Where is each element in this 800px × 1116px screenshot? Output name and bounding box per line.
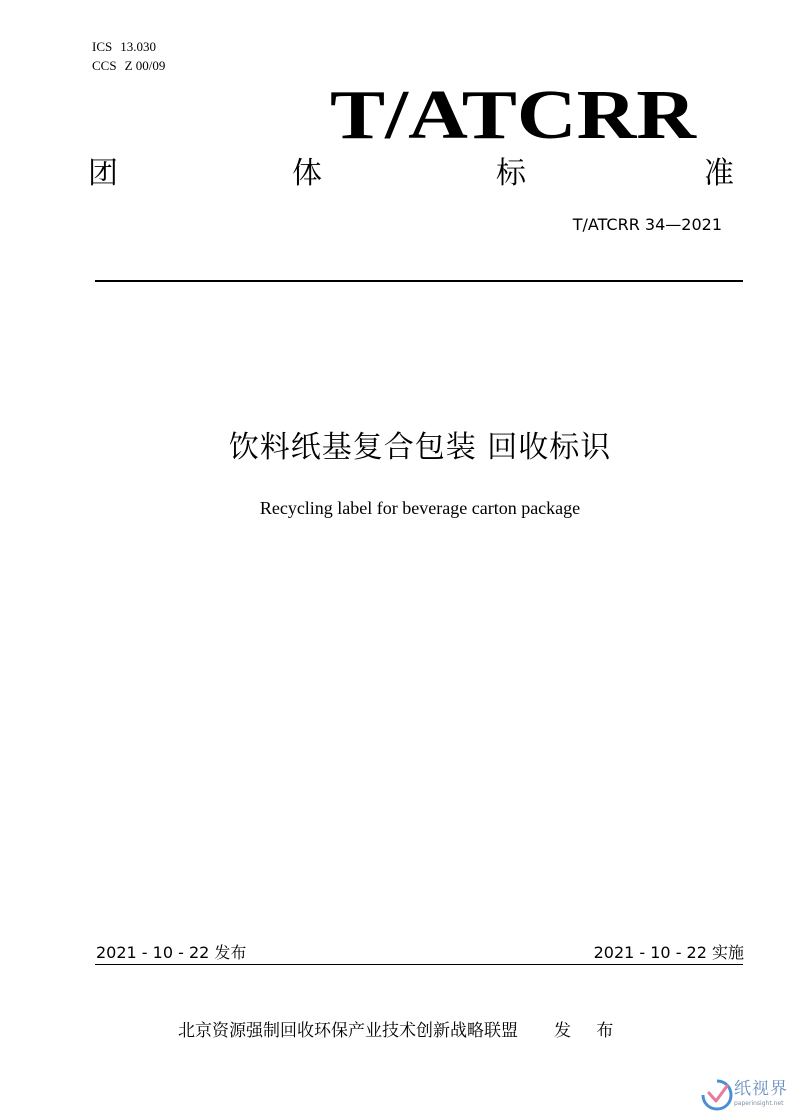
svg-text:T/ATCRR: T/ATCRR bbox=[330, 77, 698, 152]
watermark-logo bbox=[700, 1078, 796, 1114]
title-english: Recycling label for beverage carton package bbox=[259, 498, 581, 518]
publish-label: 发 布 bbox=[554, 1021, 624, 1041]
header-divider bbox=[95, 280, 743, 282]
ccs-code bbox=[92, 57, 165, 75]
watermark-icon bbox=[700, 1078, 734, 1112]
organization-code bbox=[330, 74, 702, 152]
title-chinese: 饮料纸基复合包装 回收标识 bbox=[228, 430, 612, 465]
standard-number: T/ATCRR 34—2021 bbox=[572, 215, 722, 234]
watermark-text: 纸视界 bbox=[734, 1079, 788, 1099]
category-char-2: 体 bbox=[292, 156, 322, 191]
category-char-1: 团 bbox=[88, 156, 118, 191]
publisher-name: 北京资源强制回收环保产业技术创新战略联盟 bbox=[178, 1021, 518, 1041]
organization-code-text bbox=[330, 74, 702, 152]
implementation-date: 2021 - 10 - 22 实施 bbox=[593, 943, 744, 962]
publisher bbox=[178, 1019, 623, 1043]
ics-code bbox=[92, 38, 156, 56]
ccs-value: Z 00/09 bbox=[124, 58, 166, 73]
ics-value: 13.030 bbox=[120, 39, 156, 54]
watermark-url: paperinsight.net bbox=[734, 1100, 784, 1107]
ccs-label: CCS bbox=[92, 58, 117, 73]
footer-divider bbox=[95, 964, 743, 965]
category-char-4: 准 bbox=[704, 156, 734, 191]
category-char-3: 标 bbox=[496, 156, 526, 191]
ics-label: ICS bbox=[92, 39, 113, 54]
issue-date: 2021 - 10 - 22 发布 bbox=[96, 943, 247, 962]
